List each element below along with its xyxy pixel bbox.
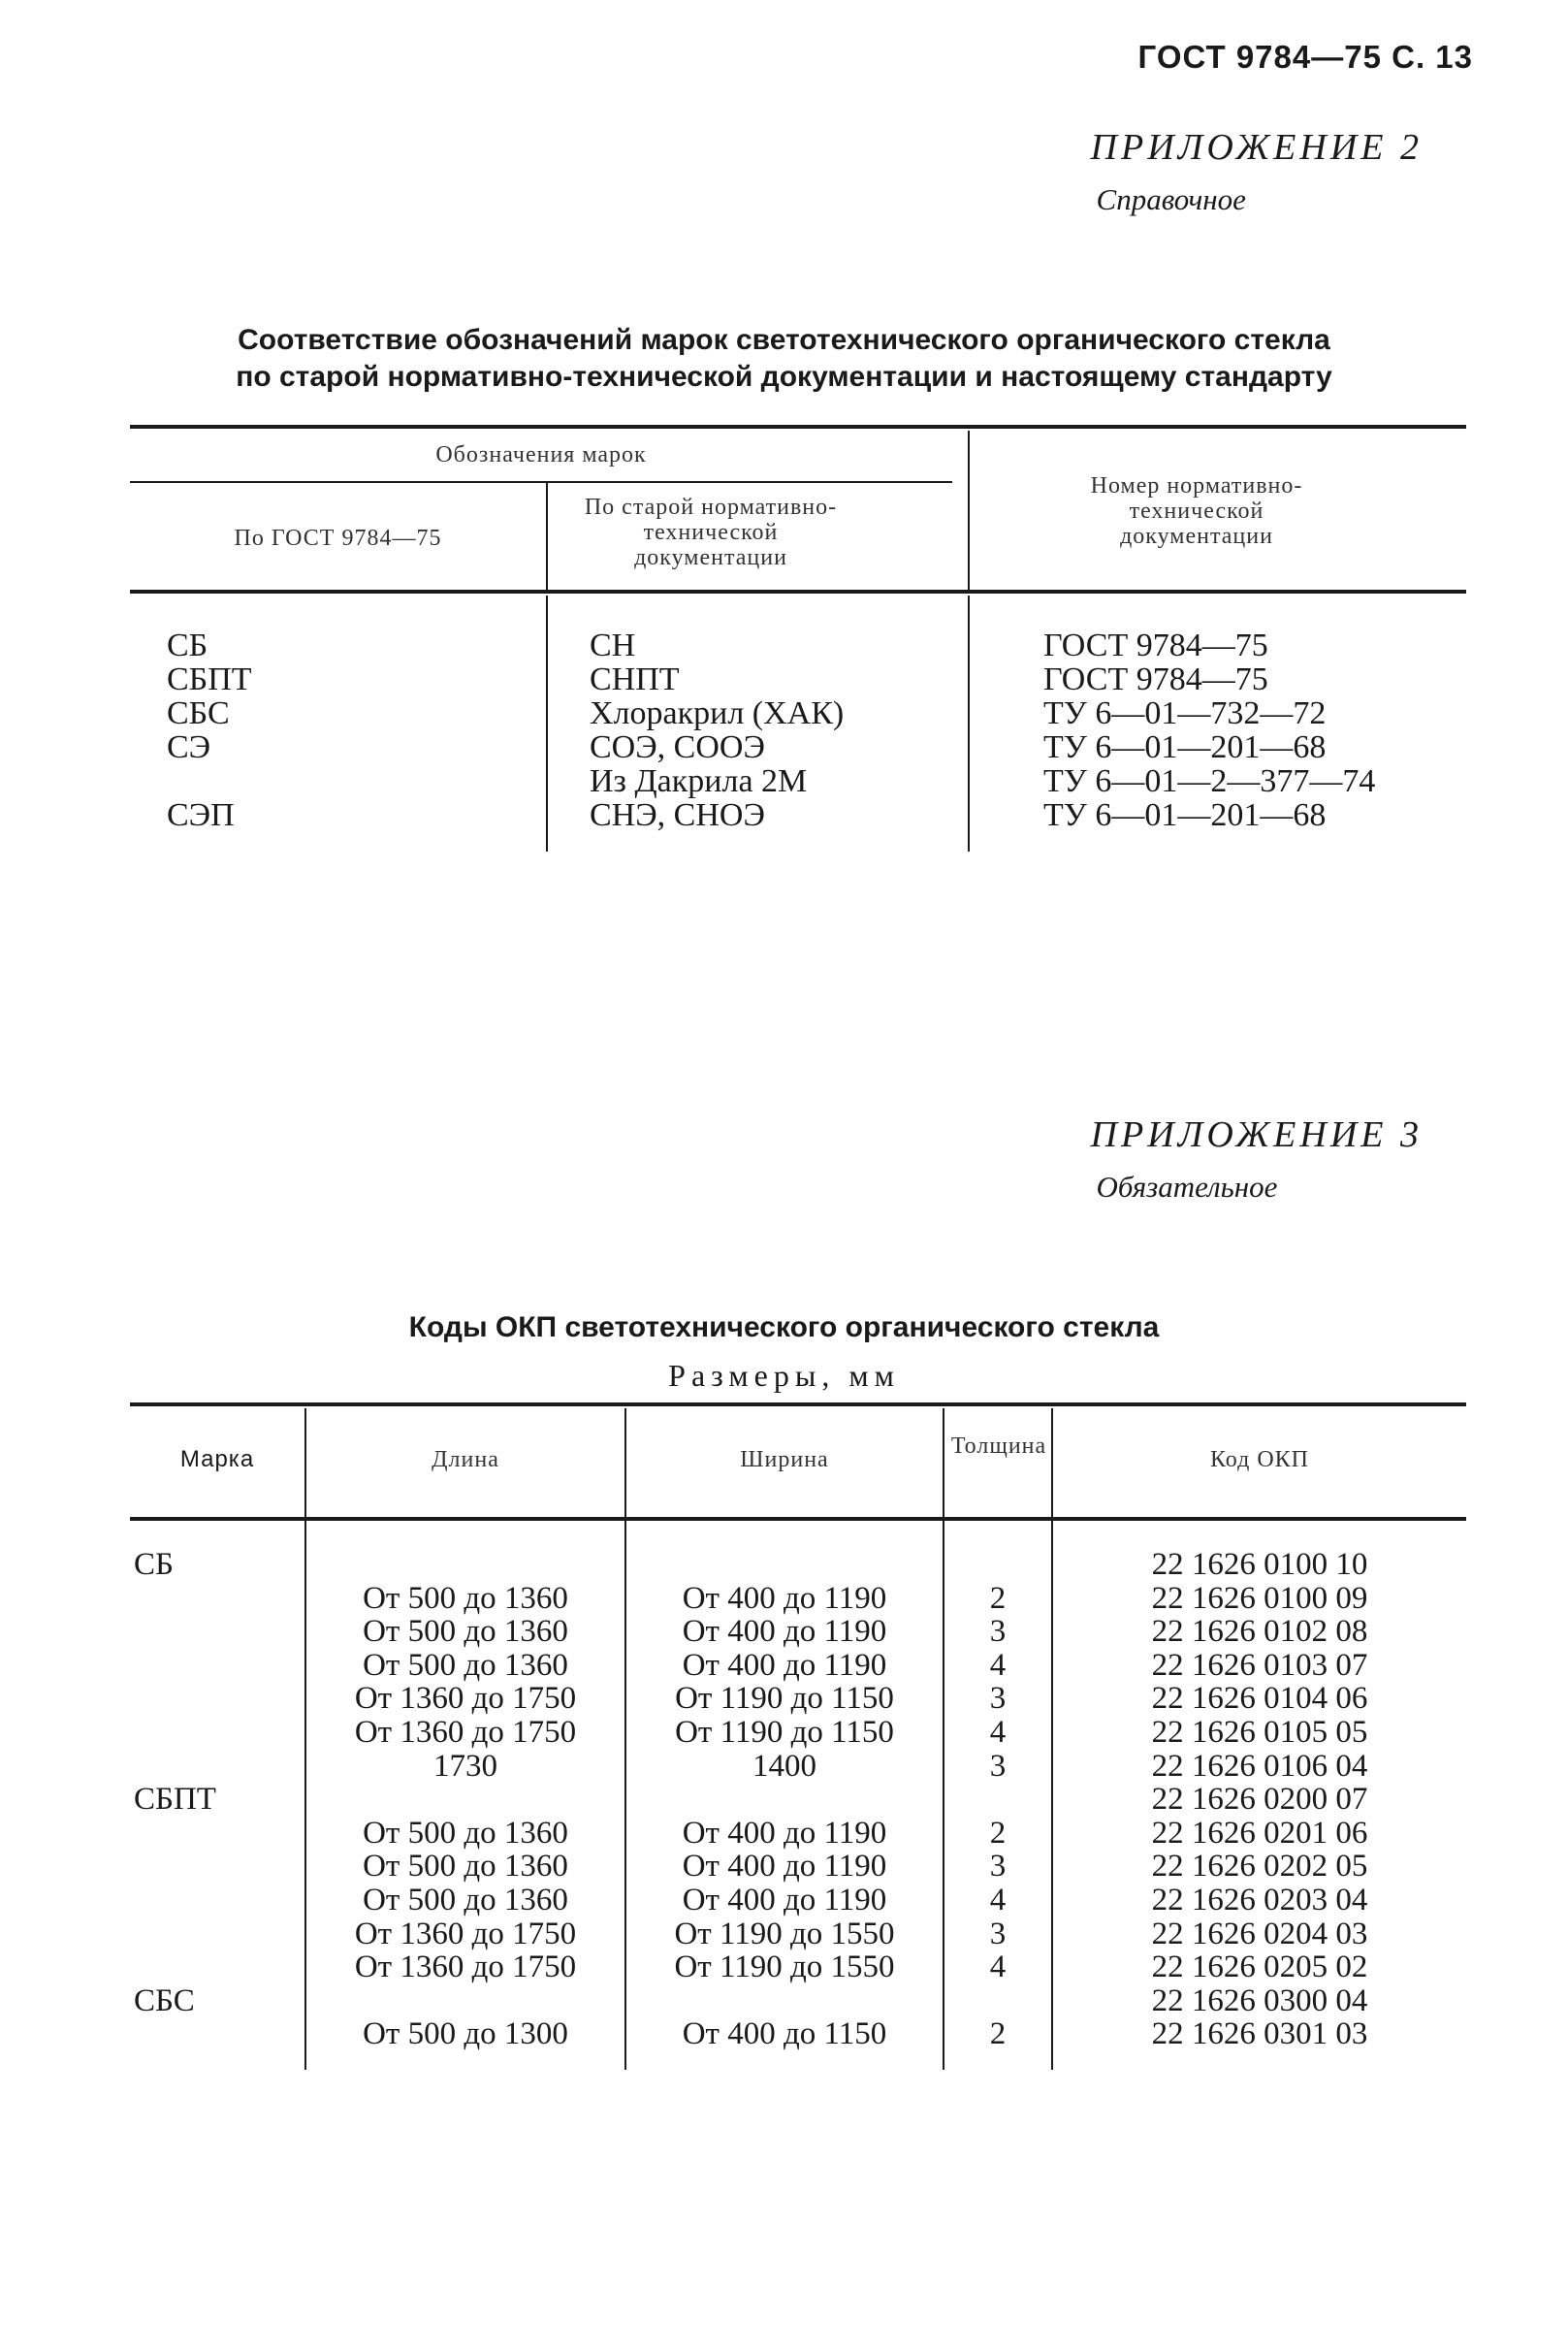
table-1-cell: СЭП bbox=[167, 797, 235, 833]
table-2-length-cell: От 500 до 1360 bbox=[363, 1815, 568, 1851]
table-2-top-rule bbox=[130, 1402, 1466, 1406]
appendix-3-heading bbox=[1091, 1113, 1423, 1205]
table-1-title bbox=[0, 322, 1568, 396]
table-2-thickness-cell: 3 bbox=[989, 1916, 1007, 1951]
table-2-header-mark: Марка bbox=[179, 1446, 255, 1472]
table-1-title-line2: по старой нормативно-технической документации и настоящему стандарту bbox=[236, 361, 1332, 393]
table-2-code-cell: 22 1626 0106 04 bbox=[1151, 1748, 1368, 1784]
table-2-code-cell: 22 1626 0202 05 bbox=[1151, 1849, 1368, 1885]
table-2-header-width: Ширина bbox=[740, 1447, 829, 1472]
table-2-width-cell: От 400 до 1190 bbox=[682, 1883, 887, 1917]
table-2-width-cell: От 400 до 1150 bbox=[682, 2016, 887, 2052]
table-1-cell: Хлоракрил (ХАК) bbox=[590, 695, 845, 731]
table-2-code-cell: 22 1626 0100 10 bbox=[1151, 1547, 1368, 1582]
table-2-thickness-cell: 4 bbox=[989, 1647, 1007, 1683]
table-1-header-col1: По ГОСТ 9784—75 bbox=[234, 526, 442, 551]
table-2-length-cell: От 1360 до 1750 bbox=[354, 1916, 577, 1951]
table-2-thickness-cell: 4 bbox=[989, 1883, 1007, 1917]
table-2-length-cell: От 500 до 1360 bbox=[363, 1614, 568, 1650]
table-2-code-cell: 22 1626 0104 06 bbox=[1151, 1681, 1368, 1717]
table-2-width-cell: От 1190 до 1550 bbox=[674, 1916, 895, 1951]
table-2-length-cell: От 500 до 1360 bbox=[363, 1883, 568, 1917]
appendix-3-subtitle: Обязательное bbox=[1096, 1170, 1278, 1204]
table-1 bbox=[130, 425, 1466, 852]
table-2-units: Размеры, мм bbox=[668, 1358, 900, 1393]
table-2-thickness-cell: 4 bbox=[989, 1949, 1007, 1985]
table-2-length-cell: От 1360 до 1750 bbox=[354, 1715, 577, 1750]
table-2-code-cell: 22 1626 0300 04 bbox=[1151, 1982, 1368, 2018]
table-2-header-code: Код ОКП bbox=[1209, 1447, 1309, 1472]
table-2-header-rule bbox=[130, 1517, 1466, 1521]
table-1-cell: СОЭ, СООЭ bbox=[590, 729, 765, 765]
table-2-thickness-cell: 4 bbox=[989, 1715, 1007, 1750]
table-2-code-cell: 22 1626 0100 09 bbox=[1151, 1580, 1368, 1616]
table-2-thickness-cell: 3 bbox=[989, 1748, 1007, 1784]
table-2-length-cell: От 500 до 1360 bbox=[363, 1647, 568, 1683]
table-2-code-cell: 22 1626 0205 02 bbox=[1151, 1949, 1368, 1985]
table-2-mark-cell: СБ bbox=[134, 1547, 174, 1582]
appendix-2-heading bbox=[1091, 126, 1423, 217]
table-2-width-cell: От 400 до 1190 bbox=[682, 1849, 887, 1885]
table-1-cell: ТУ 6—01—2—377—74 bbox=[1043, 763, 1376, 799]
table-2-width-cell: От 400 до 1190 bbox=[682, 1815, 887, 1851]
table-2-length-cell: 1730 bbox=[433, 1748, 497, 1784]
appendix-2-subtitle: Справочное bbox=[1096, 182, 1246, 216]
table-2-title: Коды ОКП светотехнического органического стекла bbox=[408, 1311, 1160, 1343]
table-1-vline-1 bbox=[546, 483, 548, 590]
table-2-code-cell: 22 1626 0103 07 bbox=[1151, 1647, 1368, 1683]
table-2-width-cell: От 400 до 1190 bbox=[682, 1580, 887, 1616]
table-2-code-cell: 22 1626 0102 08 bbox=[1151, 1614, 1368, 1650]
table-2-thickness-cell: 3 bbox=[989, 1681, 1007, 1717]
table-1-header-col3: Номер нормативно-технической документации bbox=[1090, 473, 1303, 549]
table-2-mark-cell: СБС bbox=[134, 1982, 195, 2018]
table-2-header-thickness: Толщина bbox=[950, 1434, 1047, 1459]
table-2-thickness-cell: 2 bbox=[989, 1815, 1007, 1851]
table-2-thickness-cell: 2 bbox=[989, 1580, 1007, 1616]
table-2-width-cell: 1400 bbox=[752, 1748, 816, 1784]
table-2-width-cell: От 400 до 1190 bbox=[682, 1647, 887, 1683]
table-2-mark-cell: СБПТ bbox=[134, 1782, 216, 1818]
table-2 bbox=[130, 1402, 1466, 2081]
appendix-2-title: ПРИЛОЖЕНИЕ 2 bbox=[1090, 127, 1423, 168]
table-2-length-cell: От 1360 до 1750 bbox=[354, 1949, 577, 1985]
table-2-length-cell: От 500 до 1360 bbox=[363, 1580, 568, 1616]
table-2-header-length: Длина bbox=[432, 1447, 499, 1472]
page-header: ГОСТ 9784—75 С. 13 bbox=[1137, 39, 1473, 75]
table-2-width-cell: От 1190 до 1150 bbox=[675, 1681, 894, 1717]
table-1-vline-3 bbox=[546, 596, 548, 852]
table-1-header-col2: По старой нормативно-технической документации bbox=[584, 495, 838, 570]
table-1-cell bbox=[167, 764, 252, 798]
table-1-cell: СЭ bbox=[167, 729, 211, 765]
table-1-col2-values bbox=[590, 628, 844, 832]
table-1-group-rule bbox=[130, 481, 952, 483]
table-1-cell: СБ bbox=[167, 628, 208, 663]
table-1-cell: СНПТ bbox=[590, 661, 680, 697]
table-1-cell: ГОСТ 9784—75 bbox=[1043, 661, 1268, 697]
table-1-header-group: Обозначения марок bbox=[435, 442, 647, 467]
table-2-code-cell: 22 1626 0201 06 bbox=[1151, 1815, 1368, 1851]
table-2-code-cell: 22 1626 0204 03 bbox=[1151, 1916, 1368, 1951]
table-2-thickness-cell: 2 bbox=[989, 2016, 1007, 2052]
appendix-3-title: ПРИЛОЖЕНИЕ 3 bbox=[1090, 1114, 1423, 1155]
table-2-length-cell: От 1360 до 1750 bbox=[354, 1681, 577, 1717]
table-2-code-cell: 22 1626 0203 04 bbox=[1151, 1883, 1368, 1917]
table-1-top-rule bbox=[130, 425, 1466, 429]
table-1-title-line1: Соответствие обозначений марок светотехнического органического стекла bbox=[238, 324, 1330, 356]
table-2-width-cell: От 400 до 1190 bbox=[682, 1614, 887, 1650]
table-1-cell: СБС bbox=[167, 695, 230, 731]
table-2-thickness-cell: 3 bbox=[989, 1849, 1007, 1885]
table-2-code-cell: 22 1626 0200 07 bbox=[1151, 1782, 1368, 1818]
table-1-cell: Из Дакрила 2М bbox=[590, 763, 808, 799]
table-1-header-rule bbox=[130, 590, 1466, 594]
table-1-cell: ТУ 6—01—201—68 bbox=[1043, 797, 1327, 833]
table-2-code-cell: 22 1626 0301 03 bbox=[1151, 2016, 1368, 2052]
table-2-length-cell: От 500 до 1300 bbox=[363, 2016, 568, 2052]
table-1-cell: СН bbox=[590, 628, 636, 663]
table-1-cell: СБПТ bbox=[167, 661, 252, 697]
table-1-vline-2 bbox=[968, 431, 970, 590]
table-1-col1-values bbox=[167, 628, 252, 832]
table-1-cell: ТУ 6—01—732—72 bbox=[1043, 695, 1327, 731]
table-1-cell: ТУ 6—01—201—68 bbox=[1043, 729, 1327, 765]
table-1-cell: СНЭ, СНОЭ bbox=[590, 797, 765, 833]
table-2-code-cell: 22 1626 0105 05 bbox=[1151, 1715, 1368, 1750]
table-2-width-cell: От 1190 до 1150 bbox=[675, 1715, 894, 1750]
table-2-thickness-cell: 3 bbox=[989, 1614, 1007, 1650]
table-2-length-cell: От 500 до 1360 bbox=[363, 1849, 568, 1885]
table-1-cell: ГОСТ 9784—75 bbox=[1043, 628, 1268, 663]
table-1-col3-values bbox=[1043, 628, 1375, 832]
table-1-vline-4 bbox=[968, 596, 970, 852]
table-2-width-cell: От 1190 до 1550 bbox=[674, 1949, 895, 1985]
